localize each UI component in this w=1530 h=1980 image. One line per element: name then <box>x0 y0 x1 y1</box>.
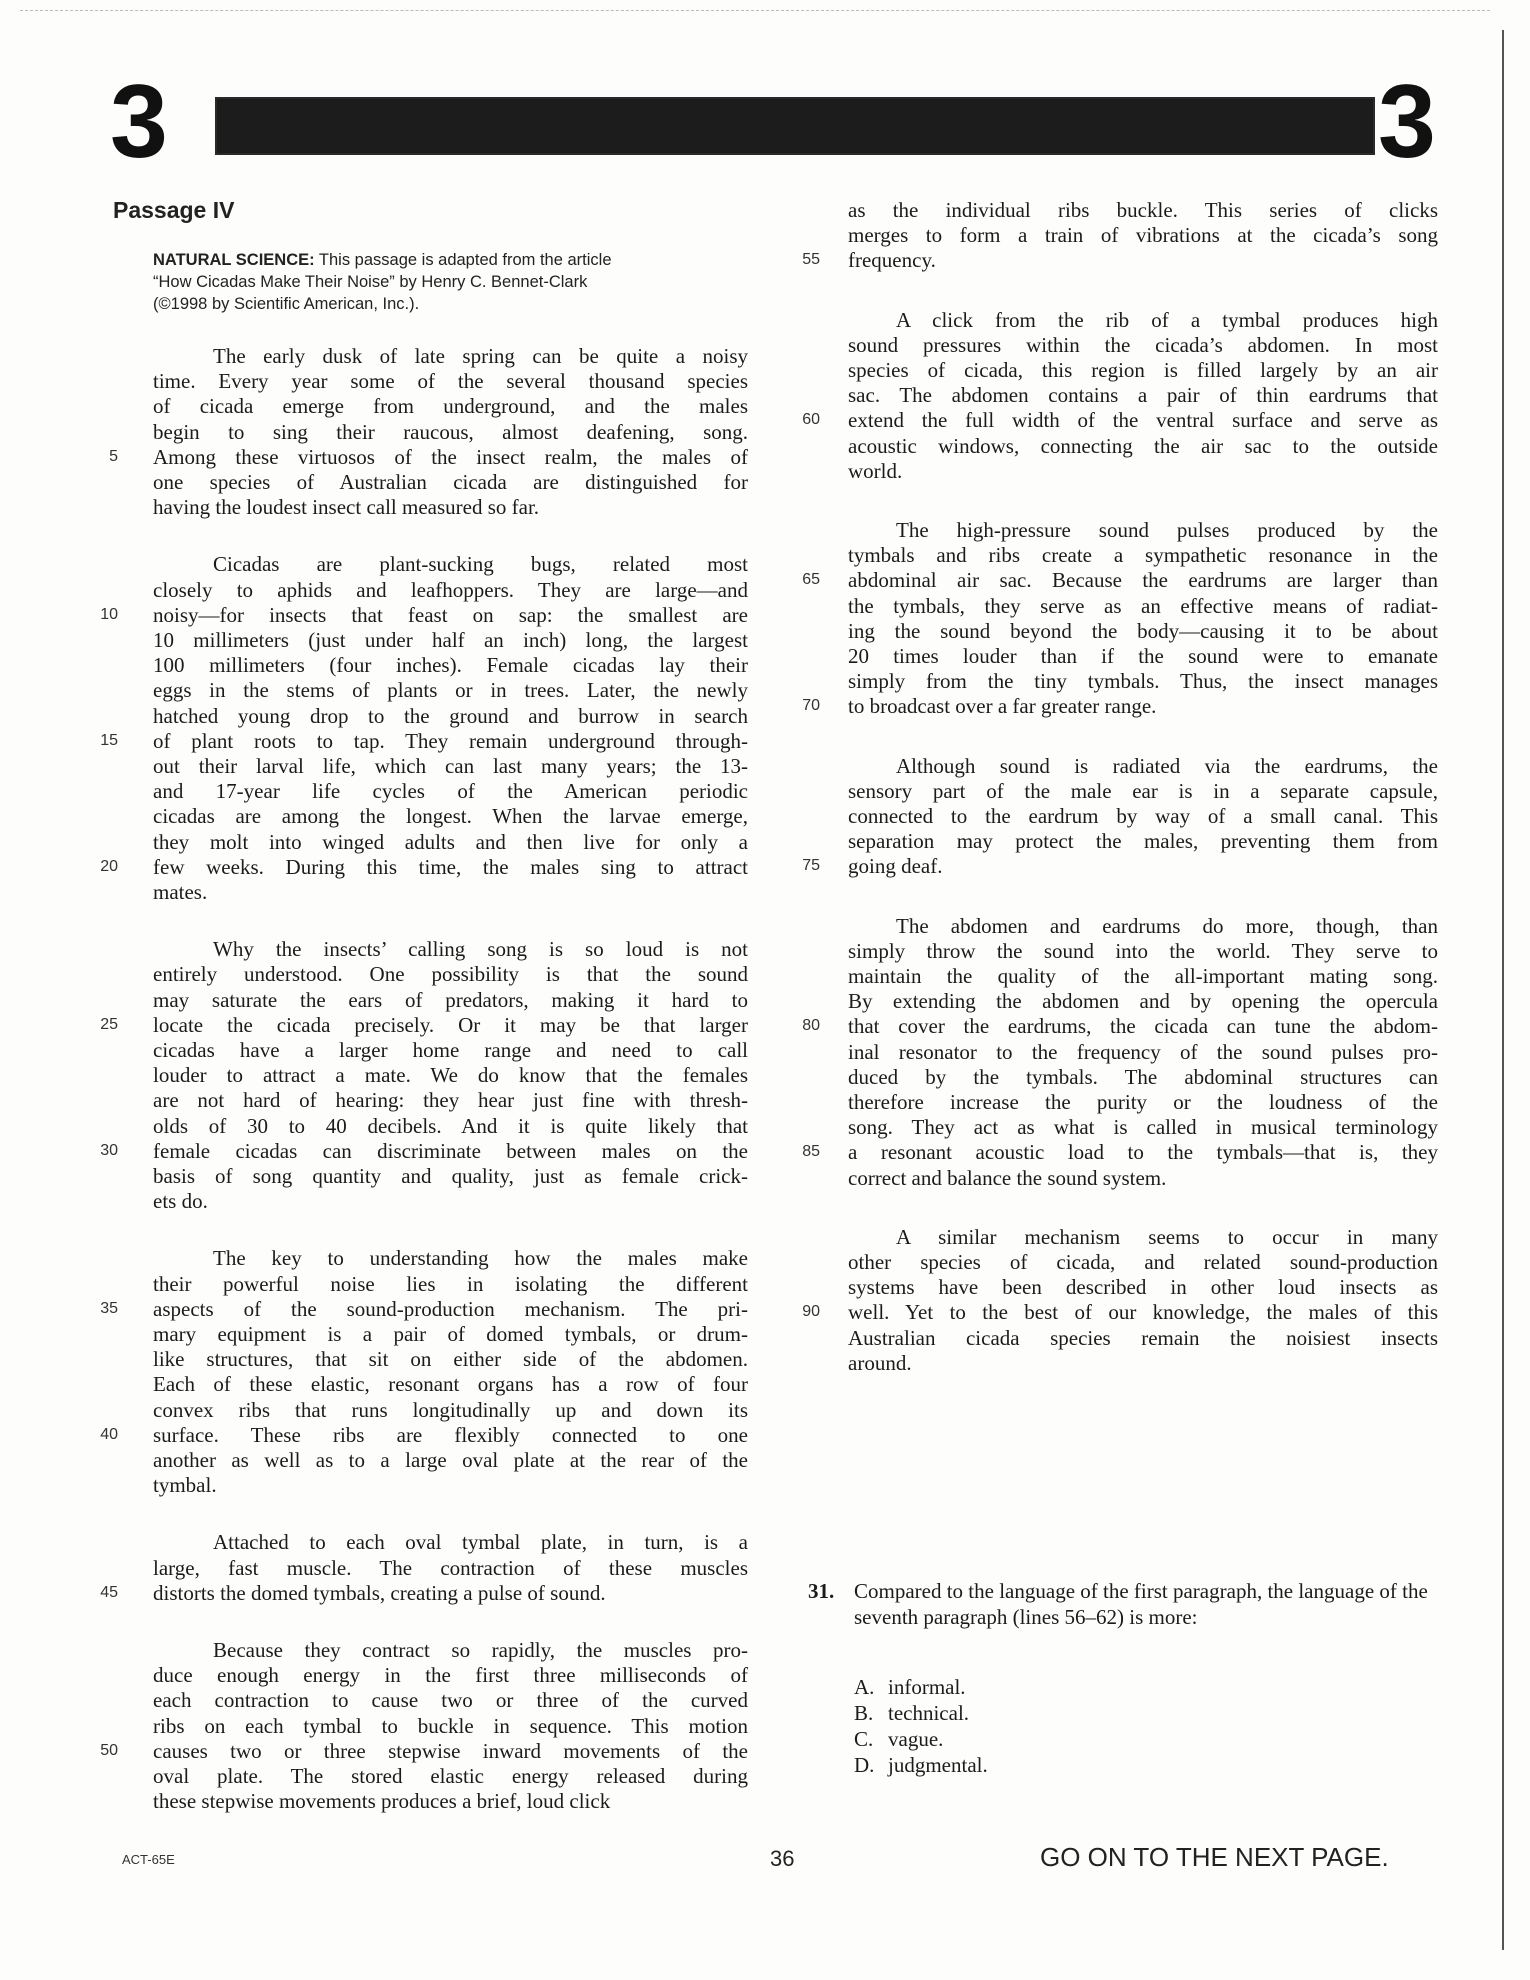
passage-line: world. <box>848 458 903 483</box>
line-number: 5 <box>109 447 118 465</box>
passage-line: these stepwise movements produces a brief, loud click <box>153 1789 611 1814</box>
passage-line: ing the sound beyond the body—causing it to be about <box>848 618 1438 643</box>
passage-line: Because they contract so rapidly, the muscles pro- <box>213 1638 748 1662</box>
passage-line: noisy—for insects that feast on sap: the smallest are <box>153 602 748 627</box>
passage-line: connected to the eardrum by way of a small canal. This <box>848 804 1438 828</box>
passage-line: Why the insects’ calling song is so loud is not <box>213 937 748 962</box>
passage-line: closely to aphids and leafhoppers. They are large—and <box>153 577 748 602</box>
passage-line: going deaf. <box>848 854 943 879</box>
passage-line: A click from the rib of a tymbal produces high <box>896 307 1438 332</box>
passage-line: around. <box>848 1350 912 1375</box>
passage-title: Passage IV <box>113 197 235 223</box>
passage-line: species of cicada, this region is filled largely by an air <box>848 358 1438 382</box>
scan-edge-right <box>1502 30 1504 1950</box>
question-number: 31. <box>808 1579 835 1603</box>
passage-line: separation may protect the males, preventing them from <box>848 829 1438 854</box>
line-number: 30 <box>100 1141 118 1159</box>
passage-line: Among these virtuosos of the insect realm, the males of <box>153 444 748 469</box>
line-number: 65 <box>802 571 820 589</box>
intro-text: This passage is adapted from the article <box>314 251 612 269</box>
passage-line: like structures, that sit on either side of the abdomen. <box>153 1347 748 1372</box>
passage-line: maintain the quality of the all-important mating song. <box>848 964 1438 988</box>
passage-line: ribs on each tymbal to buckle in sequence. This motion <box>153 1713 748 1738</box>
passage-line: olds of 30 to 40 decibels. And it is quite likely that <box>153 1113 748 1138</box>
line-number: 50 <box>100 1741 118 1759</box>
passage-line: therefore increase the purity or the loudness of the <box>848 1090 1438 1114</box>
intro-line: “How Cicadas Make Their Noise” by Henry C. Bennet-Clark <box>153 273 588 291</box>
line-number: 25 <box>100 1015 118 1033</box>
passage-line: Attached to each oval tymbal plate, in turn, is a <box>213 1530 748 1555</box>
passage-line: The abdomen and eardrums do more, though, than <box>896 913 1438 938</box>
passage-line: The high-pressure sound pulses produced by the <box>896 518 1438 542</box>
question-text: Compared to the language of the first paragraph, the language of the seventh paragraph (lines 56–62) is more: <box>854 1579 1428 1629</box>
passage-line: eggs in the stems of plants or in trees. Later, the newly <box>153 678 748 703</box>
passage-line: aspects of the sound-production mechanism. The pri- <box>153 1296 748 1321</box>
option-text: technical. <box>888 1701 970 1725</box>
passage-line: 10 millimeters (just under half an inch) long, the largest <box>153 628 748 652</box>
line-number: 75 <box>802 857 820 875</box>
passage-line: extend the full width of the ventral surface and serve as <box>848 408 1438 433</box>
option-text: judgmental. <box>888 1753 988 1777</box>
option-letter: A. <box>854 1675 875 1699</box>
line-number: 10 <box>100 605 118 623</box>
passage-line: as the individual ribs buckle. This series of clicks <box>848 198 1438 222</box>
line-number: 55 <box>802 251 820 269</box>
passage-line: of plant roots to tap. They remain underground through- <box>153 728 748 753</box>
option-letter: B. <box>854 1701 874 1725</box>
passage-line: female cicadas can discriminate between males on the <box>153 1138 748 1163</box>
passage-line: Australian cicada species remain the noisiest insects <box>848 1325 1438 1350</box>
intro-lead: NATURAL SCIENCE: <box>153 251 315 269</box>
intro-line: (©1998 by Scientific American, Inc.). <box>153 295 420 313</box>
passage-line: The early dusk of late spring can be quite a noisy <box>213 344 748 368</box>
page-number: 36 <box>770 1846 795 1871</box>
answer-option-a[interactable] <box>854 1674 966 1700</box>
passage-line: abdominal air sac. Because the eardrums are larger than <box>848 568 1438 593</box>
section-banner <box>215 97 1375 155</box>
passage-line: 100 millimeters (four inches). Female cicadas lay their <box>153 653 748 678</box>
line-number: 15 <box>100 731 118 749</box>
passage-line: are not hard of hearing: they hear just fine with thresh- <box>153 1088 748 1113</box>
line-number: 85 <box>802 1143 820 1161</box>
passage-line: tymbal. <box>153 1473 217 1498</box>
passage-line: distorts the domed tymbals, creating a pulse of sound. <box>153 1580 606 1605</box>
passage-line: systems have been described in other loud insects as <box>848 1275 1438 1300</box>
passage-line: convex ribs that runs longitudinally up and down its <box>153 1397 748 1422</box>
passage-line: The key to understanding how the males make <box>213 1246 748 1271</box>
option-text: vague. <box>888 1727 944 1751</box>
line-number: 35 <box>100 1299 118 1317</box>
passage-line: basis of song quantity and quality, just as female crick- <box>153 1164 748 1188</box>
line-number: 80 <box>802 1017 820 1035</box>
passage-line: song. They act as what is called in musical terminology <box>848 1115 1438 1140</box>
passage-line: ets do. <box>153 1189 208 1214</box>
option-letter: C. <box>854 1727 874 1751</box>
passage-line: begin to sing their raucous, almost deafening, song. <box>153 419 748 444</box>
passage-line: well. Yet to the best of our knowledge, the males of this <box>848 1300 1438 1325</box>
passage-line: A similar mechanism seems to occur in many <box>896 1224 1438 1249</box>
passage-line: another as well as to a large oval plate at the rear of the <box>153 1448 748 1472</box>
passage-line: 20 times louder than if the sound were to emanate <box>848 644 1438 668</box>
option-letter: D. <box>854 1753 875 1777</box>
passage-line: one species of Australian cicada are distinguished for <box>153 470 748 494</box>
next-page-instruction: GO ON TO THE NEXT PAGE. <box>1040 1842 1389 1872</box>
passage-line: inal resonator to the frequency of the sound pulses pro- <box>848 1039 1438 1064</box>
line-number: 45 <box>100 1583 118 1601</box>
passage-line: mates. <box>153 880 208 904</box>
passage-line: of cicada emerge from underground, and the males <box>153 394 748 419</box>
passage-line: Each of these elastic, resonant organs has a row of four <box>153 1372 748 1397</box>
passage-line: hatched young drop to the ground and burrow in search <box>153 703 748 728</box>
answer-option-d[interactable] <box>854 1752 988 1778</box>
line-number: 40 <box>100 1425 118 1443</box>
passage-line: large, fast muscle. The contraction of these muscles <box>153 1555 748 1580</box>
answer-option-c[interactable] <box>854 1726 943 1752</box>
passage-line: duced by the tymbals. The abdominal structures can <box>848 1064 1438 1089</box>
passage-line: oval plate. The stored elastic energy released during <box>153 1764 748 1788</box>
passage-line: locate the cicada precisely. Or it may be that larger <box>153 1012 748 1037</box>
passage-line: correct and balance the sound system. <box>848 1165 1167 1190</box>
passage-line: to broadcast over a far greater range. <box>848 694 1157 719</box>
passage-line: may saturate the ears of predators, making it hard to <box>153 987 748 1012</box>
passage-line: and 17-year life cycles of the American periodic <box>153 779 748 804</box>
passage-line: their powerful noise lies in isolating the different <box>153 1271 748 1296</box>
intro-line <box>153 249 753 271</box>
passage-line: sound pressures within the cicada’s abdomen. In most <box>848 332 1438 357</box>
passage-line: acoustic windows, connecting the air sac to the outside <box>848 433 1438 458</box>
passage-line: causes two or three stepwise inward movements of the <box>153 1738 748 1763</box>
passage-line: they molt into winged adults and then live for only a <box>153 829 748 854</box>
passage-line: simply from the tiny tymbals. Thus, the insect manages <box>848 669 1438 694</box>
passage-line: few weeks. During this time, the males sing to attract <box>153 854 748 879</box>
passage-line: having the loudest insect call measured so far. <box>153 495 540 520</box>
passage-line: entirely understood. One possibility is that the sound <box>153 962 748 987</box>
passage-line: the tymbals, they serve as an effective means of radiat- <box>848 593 1438 618</box>
passage-intro <box>153 249 753 315</box>
scan-edge-top <box>20 10 1490 11</box>
passage-line: duce enough energy in the first three milliseconds of <box>153 1663 748 1688</box>
passage-line: out their larval life, which can last many years; the 13- <box>153 754 748 778</box>
line-number: 90 <box>802 1303 820 1321</box>
passage-line: cicadas have a larger home range and need to call <box>153 1038 748 1062</box>
passage-line: surface. These ribs are flexibly connected to one <box>153 1422 748 1447</box>
passage-line: Although sound is radiated via the eardrums, the <box>896 753 1438 778</box>
section-number-right: 3 <box>1378 64 1436 180</box>
section-number-left: 3 <box>110 64 168 180</box>
passage-line: that cover the eardrums, the cicada can tune the abdom- <box>848 1014 1438 1039</box>
passage-line: By extending the abdomen and by opening the opercula <box>848 989 1438 1014</box>
passage-line: a resonant acoustic load to the tymbals—that is, they <box>848 1140 1438 1165</box>
passage-line: sensory part of the male ear is in a separate capsule, <box>848 778 1438 803</box>
passage-line: simply throw the sound into the world. They serve to <box>848 938 1438 963</box>
passage-line: mary equipment is a pair of domed tymbals, or drum- <box>153 1322 748 1346</box>
passage-line: cicadas are among the longest. When the larvae emerge, <box>153 804 748 829</box>
line-number: 70 <box>802 697 820 715</box>
passage-line: frequency. <box>848 248 936 273</box>
option-text: informal. <box>888 1675 966 1699</box>
answer-option-b[interactable] <box>854 1700 969 1726</box>
passage-line: louder to attract a mate. We do know that the females <box>153 1063 748 1088</box>
passage-line: tymbals and ribs create a sympathetic resonance in the <box>848 543 1438 568</box>
passage-line: other species of cicada, and related sound-production <box>848 1250 1438 1274</box>
passage-line: each contraction to cause two or three of the curved <box>153 1688 748 1713</box>
passage-line: time. Every year some of the several thousand species <box>153 369 748 394</box>
passage-line: merges to form a train of vibrations at the cicada’s song <box>848 223 1438 248</box>
line-number: 20 <box>100 857 118 875</box>
form-code: ACT-65E <box>122 1852 175 1867</box>
passage-line: sac. The abdomen contains a pair of thin eardrums that <box>848 383 1438 408</box>
line-number: 60 <box>802 411 820 429</box>
passage-line: Cicadas are plant-sucking bugs, related most <box>213 552 748 577</box>
